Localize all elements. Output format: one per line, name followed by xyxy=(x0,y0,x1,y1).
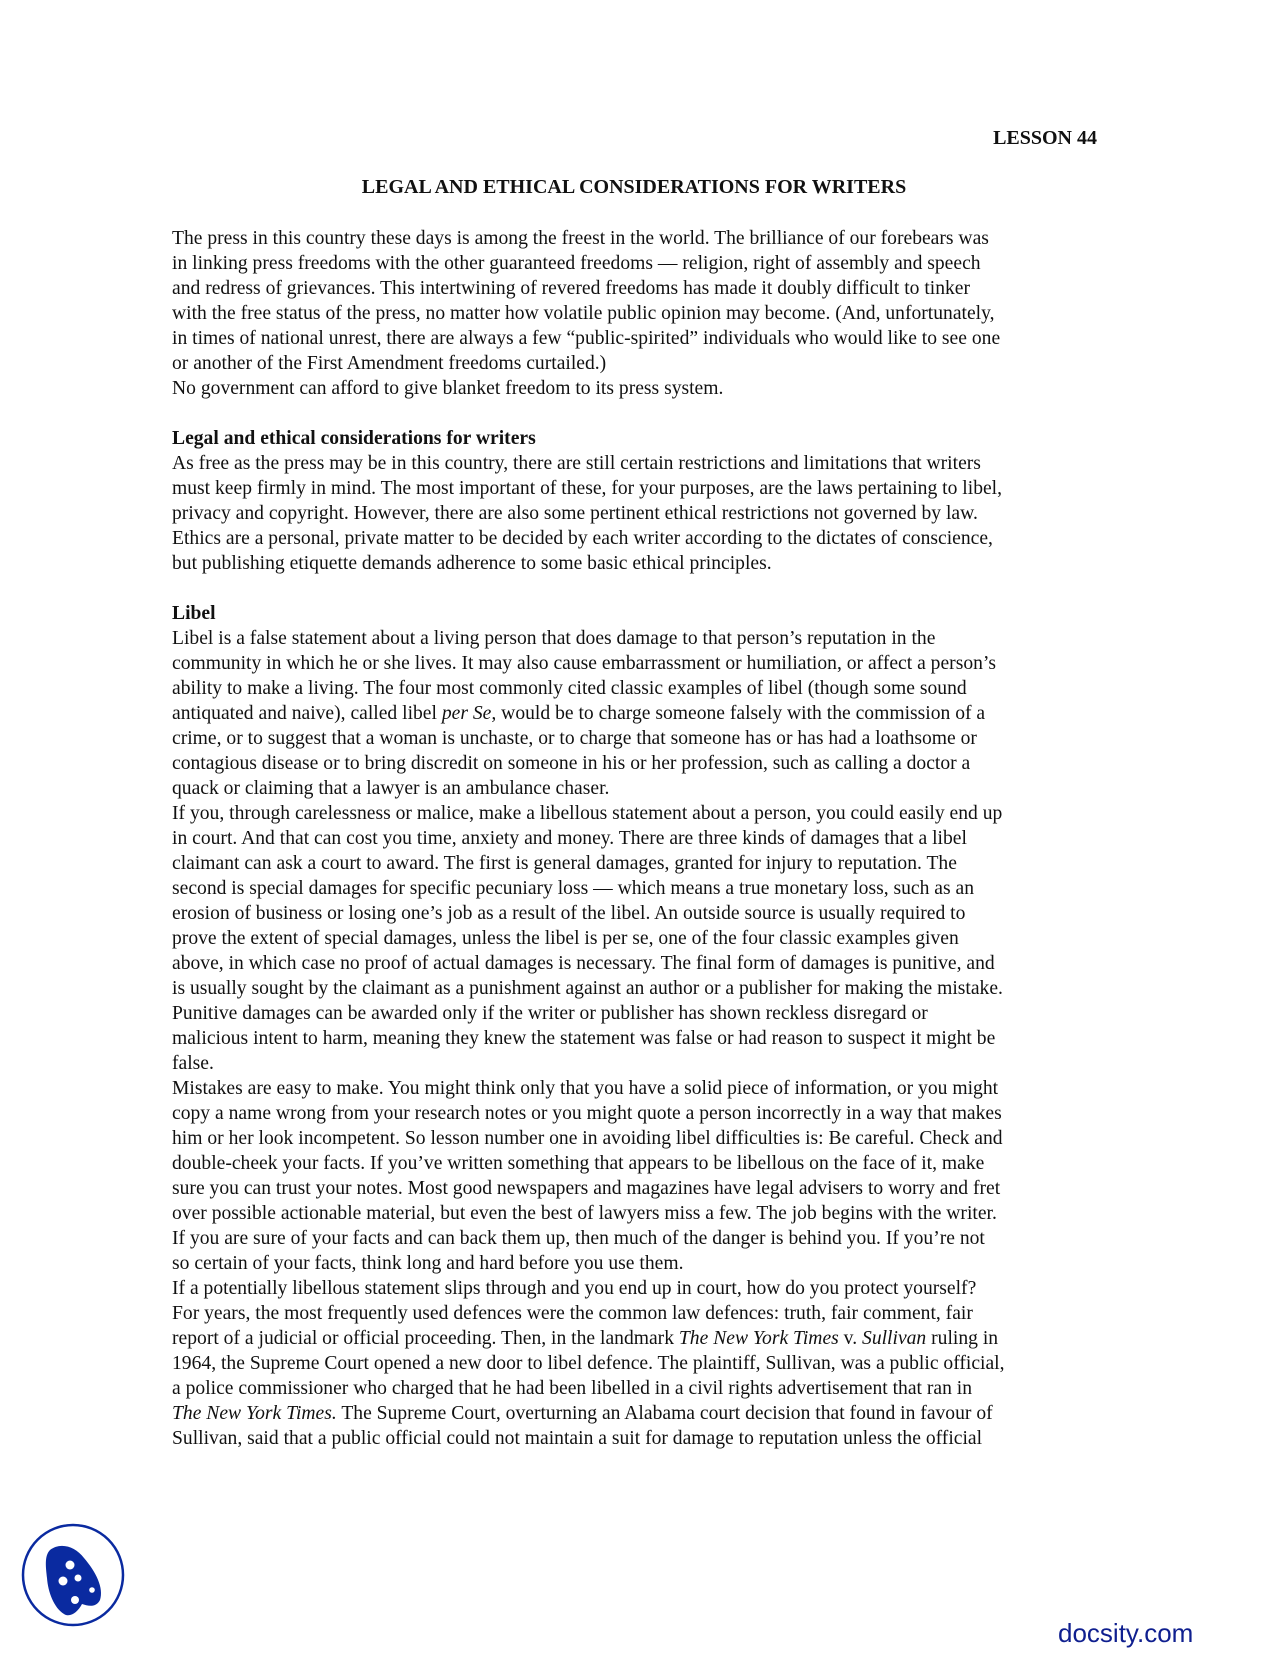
section-heading-legal-ethical: Legal and ethical considerations for writers xyxy=(172,428,536,449)
text-line: claimant can ask a court to award. The first is general damages, granted for injury to reputation. The xyxy=(172,853,957,874)
text-line: must keep firmly in mind. The most important of these, for your purposes, are the laws pertaining to libel, xyxy=(172,478,1003,499)
text-line: above, in which case no proof of actual damages is necessary. The final form of damages is punitive, and xyxy=(172,953,995,974)
text-line: but publishing etiquette demands adherence to some basic ethical principles. xyxy=(172,553,772,574)
text-line: quack or claiming that a lawyer is an ambulance chaser. xyxy=(172,778,610,799)
logo-svg xyxy=(20,1522,126,1628)
text-segment: The Supreme Court, overturning an Alabama court decision that found in favour of xyxy=(336,1403,993,1424)
text-line: and redress of grievances. This intertwining of revered freedoms has made it doubly difficult to tinker xyxy=(172,278,971,299)
text-segment: would be to charge someone falsely with the commission of a xyxy=(496,703,986,724)
text-line: As free as the press may be in this country, there are still certain restrictions and limitations that writers xyxy=(172,453,981,474)
text-line: in linking press freedoms with the other guaranteed freedoms — religion, right of assembly and speech xyxy=(172,253,981,274)
text-segment: v. xyxy=(838,1328,863,1349)
text-line: is usually sought by the claimant as a punishment against an author or a publisher for making the mistake. xyxy=(172,978,1003,999)
text-line: contagious disease or to bring discredit on someone in his or her profession, such as calling a doctor a xyxy=(172,753,971,774)
text-line: ability to make a living. The four most commonly cited classic examples of libel (though some sound xyxy=(172,678,967,699)
document-body xyxy=(172,226,1102,1451)
text-line: 1964, the Supreme Court opened a new door to libel defence. The plaintiff, Sullivan, was a public official, xyxy=(172,1353,1005,1374)
text-line: malicious intent to harm, meaning they knew the statement was false or had reason to suspect it might be xyxy=(172,1028,996,1049)
text-line: Punitive damages can be awarded only if the writer or publisher has shown reckless disregard or xyxy=(172,1003,928,1024)
text-line: No government can afford to give blanket freedom to its press system. xyxy=(172,378,724,399)
text-line xyxy=(172,701,1102,726)
text-line: community in which he or she lives. It may also cause embarrassment or humiliation, or affect a person’s xyxy=(172,653,996,674)
lesson-label: LESSON 44 xyxy=(993,127,1097,149)
paragraph-gap xyxy=(172,401,1102,426)
text-line: For years, the most frequently used defences were the common law defences: truth, fair comment, fair xyxy=(172,1303,973,1324)
italic-case-name: Sullivan xyxy=(862,1328,927,1349)
italic-term: per Se, xyxy=(441,703,497,724)
text-line: prove the extent of special damages, unless the libel is per se, one of the four classic examples given xyxy=(172,928,959,949)
text-line: with the free status of the press, no matter how volatile public opinion may become. (And, unfortunately, xyxy=(172,303,995,324)
text-line: Sullivan, said that a public official could not maintain a suit for damage to reputation unless the official xyxy=(172,1428,983,1449)
text-line: Ethics are a personal, private matter to be decided by each writer according to the dictates of conscience, xyxy=(172,528,993,549)
text-line: Mistakes are easy to make. You might think only that you have a solid piece of information, or you might xyxy=(172,1078,999,1099)
text-line: The press in this country these days is among the freest in the world. The brilliance of our forebears was xyxy=(172,228,989,249)
docsity-brand-link[interactable]: docsity.com xyxy=(1058,1618,1194,1648)
text-line: him or her look incompetent. So lesson number one in avoiding libel difficulties is: Be careful. Check and xyxy=(172,1128,1003,1149)
text-segment: report of a judicial or official proceeding. Then, in the landmark xyxy=(172,1328,679,1349)
text-line: crime, or to suggest that a woman is unchaste, or to charge that someone has or has had a loathsome or xyxy=(172,728,977,749)
text-line: Libel is a false statement about a living person that does damage to that person’s reputation in the xyxy=(172,628,936,649)
docsity-logo-icon[interactable] xyxy=(20,1522,126,1628)
text-segment: ruling in xyxy=(926,1328,999,1349)
text-line: so certain of your facts, think long and hard before you use them. xyxy=(172,1253,684,1274)
text-line: over possible actionable material, but even the best of lawyers miss a few. The job begins with the writer. xyxy=(172,1203,997,1224)
text-line xyxy=(172,1326,1102,1351)
text-line: false. xyxy=(172,1053,214,1074)
italic-case-name: The New York Times xyxy=(678,1328,839,1349)
text-line: privacy and copyright. However, there are also some pertinent ethical restrictions not governed by law. xyxy=(172,503,978,524)
text-line: a police commissioner who charged that he had been libelled in a civil rights advertisement that ran in xyxy=(172,1378,973,1399)
text-segment: antiquated and naive), called libel xyxy=(172,703,442,724)
text-line: sure you can trust your notes. Most good newspapers and magazines have legal advisers to worry and fret xyxy=(172,1178,1001,1199)
text-line xyxy=(172,1401,1102,1426)
text-line: If a potentially libellous statement slips through and you end up in court, how do you protect yourself? xyxy=(172,1278,977,1299)
section-heading-libel: Libel xyxy=(172,603,216,624)
text-line: If you, through carelessness or malice, make a libellous statement about a person, you could easily end up xyxy=(172,803,1003,824)
text-line: double-cheek your facts. If you’ve written something that appears to be libellous on the face of it, make xyxy=(172,1153,985,1174)
text-line: in times of national unrest, there are always a few “public-spirited” individuals who would like to see one xyxy=(172,328,1001,349)
text-line: copy a name wrong from your research notes or you might quote a person incorrectly in a way that makes xyxy=(172,1103,1002,1124)
italic-publication: The New York Times. xyxy=(172,1403,337,1424)
paragraph-gap xyxy=(172,576,1102,601)
text-line: or another of the First Amendment freedoms curtailed.) xyxy=(172,353,607,374)
text-line: in court. And that can cost you time, anxiety and money. There are three kinds of damages that a libel xyxy=(172,828,967,849)
text-line: If you are sure of your facts and can back them up, then much of the danger is behind you. If you’re not xyxy=(172,1228,985,1249)
text-line: second is special damages for specific pecuniary loss — which means a true monetary loss, such as an xyxy=(172,878,975,899)
page-title: LEGAL AND ETHICAL CONSIDERATIONS FOR WRITERS xyxy=(361,176,907,198)
text-line: erosion of business or losing one’s job as a result of the libel. An outside source is usually required to xyxy=(172,903,966,924)
